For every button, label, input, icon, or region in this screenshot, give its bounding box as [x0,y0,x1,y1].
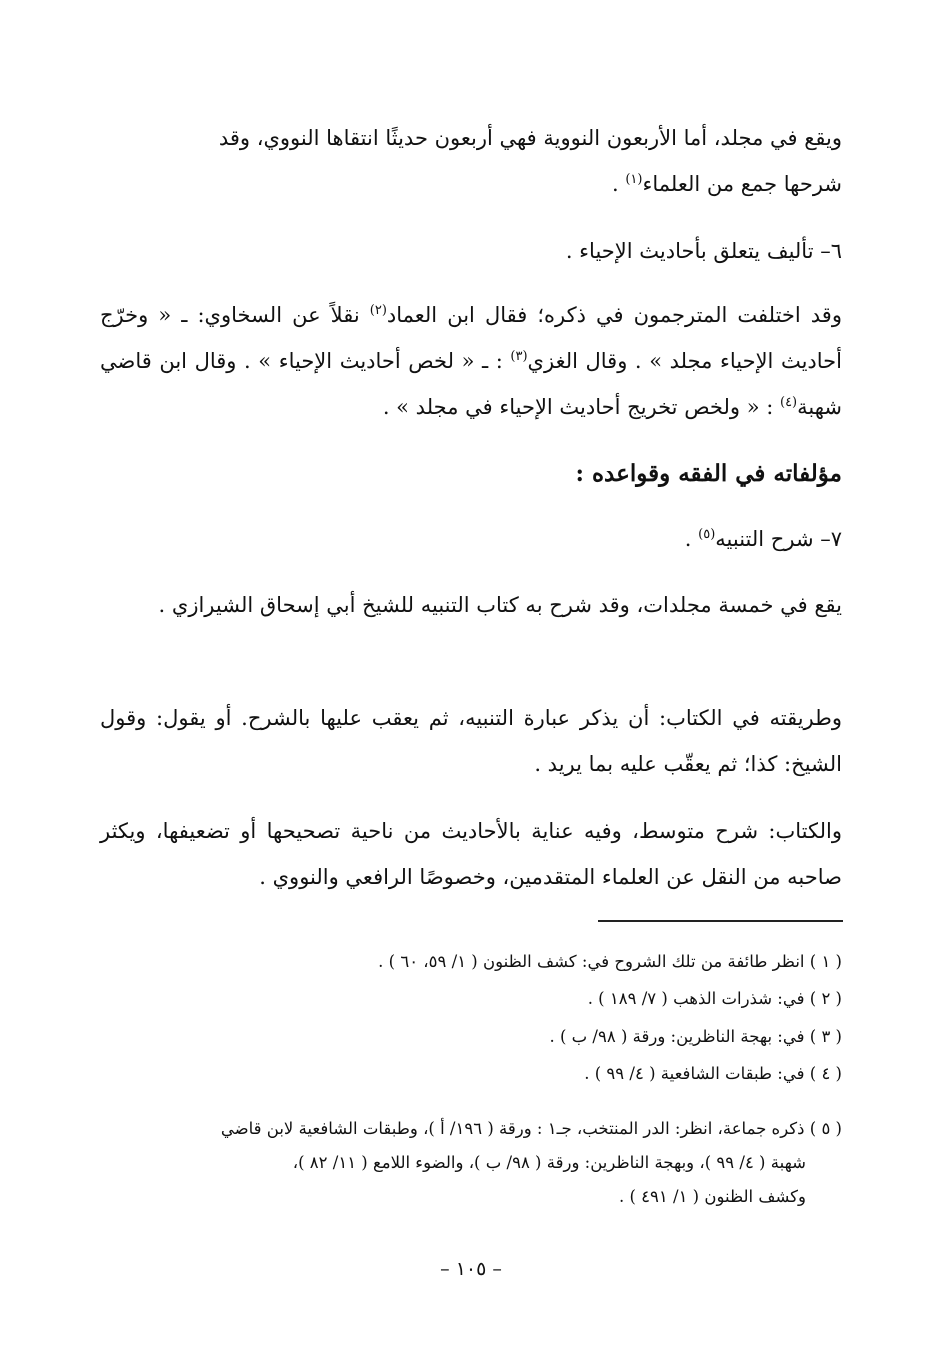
footnote-line: شهبة ( ٤/ ٩٩ )، وبهجة الناظرين: ورقة ( ٩٨/ ب )، والضوء اللامع ( ١١/ ٨٢ )، [292,1153,806,1172]
page-number: – ١٠٥ – [440,1258,502,1280]
footnote-5 [100,1112,842,1214]
footnote-2: ( ٢ ) في: شذرات الذهب ( ٧/ ١٨٩ ) . [587,989,842,1008]
footnote-ref: (٥) [698,527,716,542]
footnote-4: ( ٤ ) في: طبقات الشافعية ( ٤/ ٩٩ ) . [584,1064,842,1083]
section-heading: مؤلفاته في الفقه وقواعده : [575,460,842,487]
footnote-line: ( ٥ ) ذكره جماعة، انظر: الدر المنتخب، جـ١ : ورقة ( ١٩٦/ أ )، وطبقات الشافعية لابن قاضي [220,1119,842,1138]
paragraph-method: وطريقته في الكتاب: أن يذكر عبارة التنبيه، ثم يعقب عليها بالشرح. أو يقول: وقول الشيخ: كذا؛ ثم يعقّب عليه بما يريد . [100,706,842,776]
footnote-ref: (١) [625,172,643,187]
footnote-ref: (٣) [510,349,528,364]
paragraph-ihya: وقد اختلفت المترجمون في ذكره؛ فقال ابن العماد$^{(٢)}$ نقلاً عن السخاوي: ـ « وخرّج أحاديث الإحياء مجلد » . وقال الغزي$^{(٣)}$ : ـ « لخص أحاديث الإحياء » . وقال ابن قاضي شهبة$^{(٤)}$ : « ولخص تخريج أحاديث الإحياء في مجلد » . [100,303,843,419]
paragraph-line: ويقع في مجلد، أما الأربعون النووية فهي أربعون حديثًا انتقاها النووي، وقد [218,126,842,150]
paragraph-arbaeen: ويقع في مجلد، أما الأربعون النووية فهي أربعون حديثًا انتقاها النووي، وقد شرحها جمع من العلماء$^{(١)}$ . [218,126,842,196]
item-seven-title: ٧– شرح التنبيه$^{(٥)}$ . [684,527,842,551]
footnote-3: ( ٣ ) في: بهجة الناظرين: ورقة ( ٩٨/ ب ) . [549,1027,842,1046]
paragraph-volumes: يقع في خمسة مجلدات، وقد شرح به كتاب التنبيه للشيخ أبي إسحاق الشيرازي . [158,593,842,617]
footnote-separator [598,920,843,922]
footnote-1: ( ١ ) انظر طائفة من تلك الشروح في: كشف الظنون ( ١/ ٥٩، ٦٠ ) . [378,952,842,971]
footnote-line: وكشف الظنون ( ١/ ٤٩١ ) . [618,1187,806,1206]
paragraph-book-description: والكتاب: شرح متوسط، وفيه عناية بالأحاديث من ناحية تصحيحها أو تضعيفها، ويكثر صاحبه من النقل عن العلماء المتقدمين، وخصوصًا الرافعي والنووي . [100,819,842,889]
item-six-title: ٦– تأليف يتعلق بأحاديث الإحياء . [565,239,842,263]
footnote-ref: (٤) [779,395,798,410]
paragraph-line: شرحها جمع من العلماء [642,172,842,196]
footnote-ref: (٢) [369,303,387,318]
